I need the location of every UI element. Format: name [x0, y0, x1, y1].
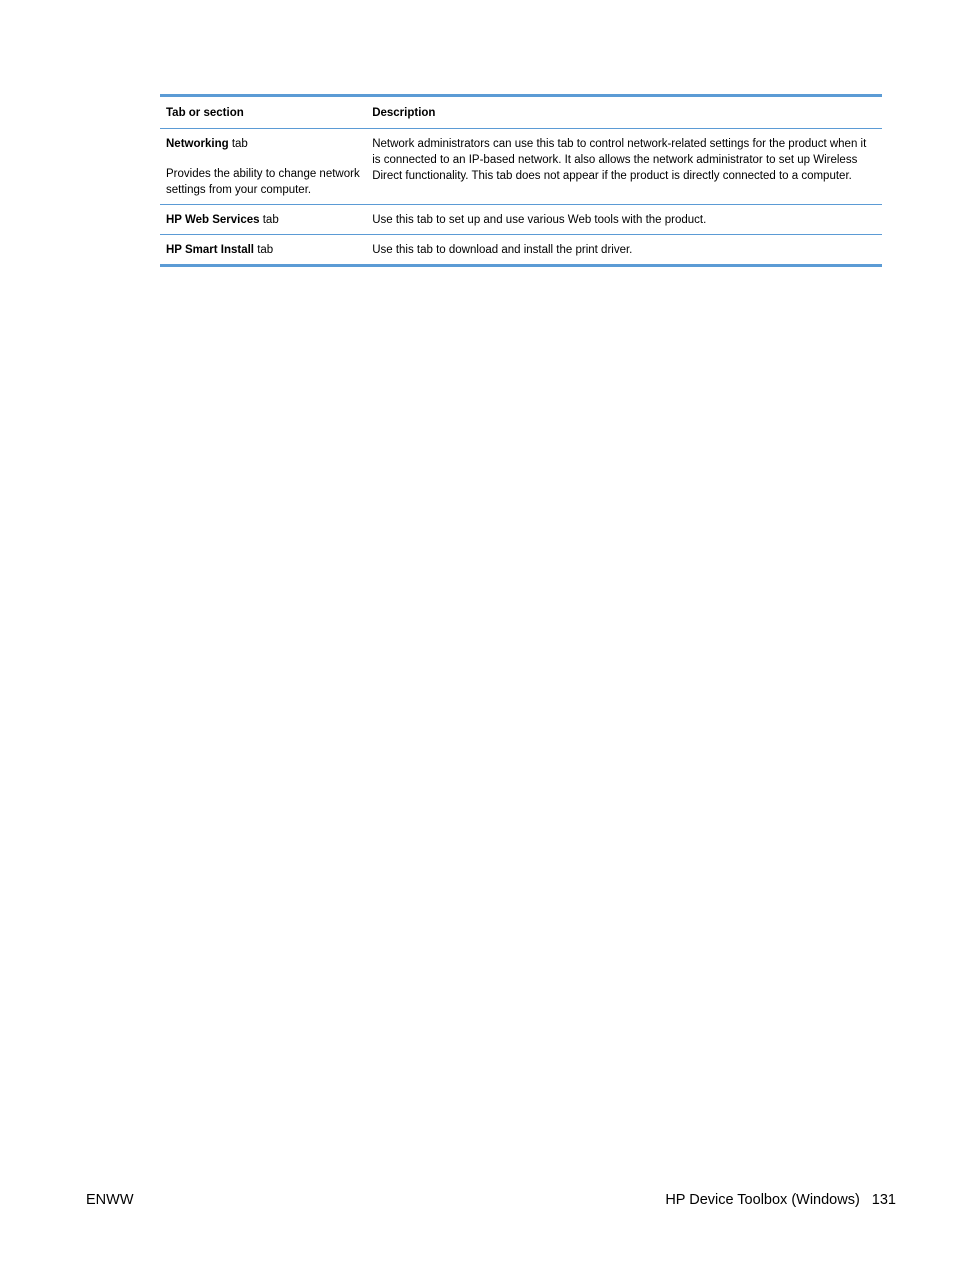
tab-name: HP Smart Install [166, 244, 254, 256]
tab-suffix: tab [228, 138, 248, 150]
table-row [160, 235, 882, 266]
tab-suffix: tab [254, 244, 274, 256]
description-cell: Use this tab to set up and use various Web tools with the product. [366, 205, 882, 235]
tab-suffix: tab [259, 214, 279, 226]
footer-section-title: HP Device Toolbox (Windows) [665, 1192, 860, 1208]
description-cell: Use this tab to download and install the print driver. [366, 235, 882, 266]
footer-right [665, 1192, 896, 1208]
column-header-tab: Tab or section [160, 96, 366, 129]
tab-label [166, 136, 360, 152]
footer-left-label: ENWW [86, 1192, 134, 1208]
tab-cell [160, 129, 366, 205]
tab-cell [160, 205, 366, 235]
tab-cell [160, 235, 366, 266]
page-number: 131 [871, 1192, 896, 1208]
table-row [160, 205, 882, 235]
tab-extra-note: Provides the ability to change network settings from your computer. [166, 168, 360, 196]
description-cell: Network administrators can use this tab to control network-related settings for the product when it is connected to an IP-based network. It also allows the network administrator to set up Wireless Direct functionality. This tab does not appear if the product is directly connected to a computer. [366, 129, 882, 205]
tab-name: HP Web Services [166, 214, 260, 226]
tab-description-table [160, 94, 882, 267]
table-row [160, 129, 882, 205]
table-header-row [160, 96, 882, 129]
tab-name: Networking [166, 138, 229, 150]
column-header-description: Description [366, 96, 882, 129]
